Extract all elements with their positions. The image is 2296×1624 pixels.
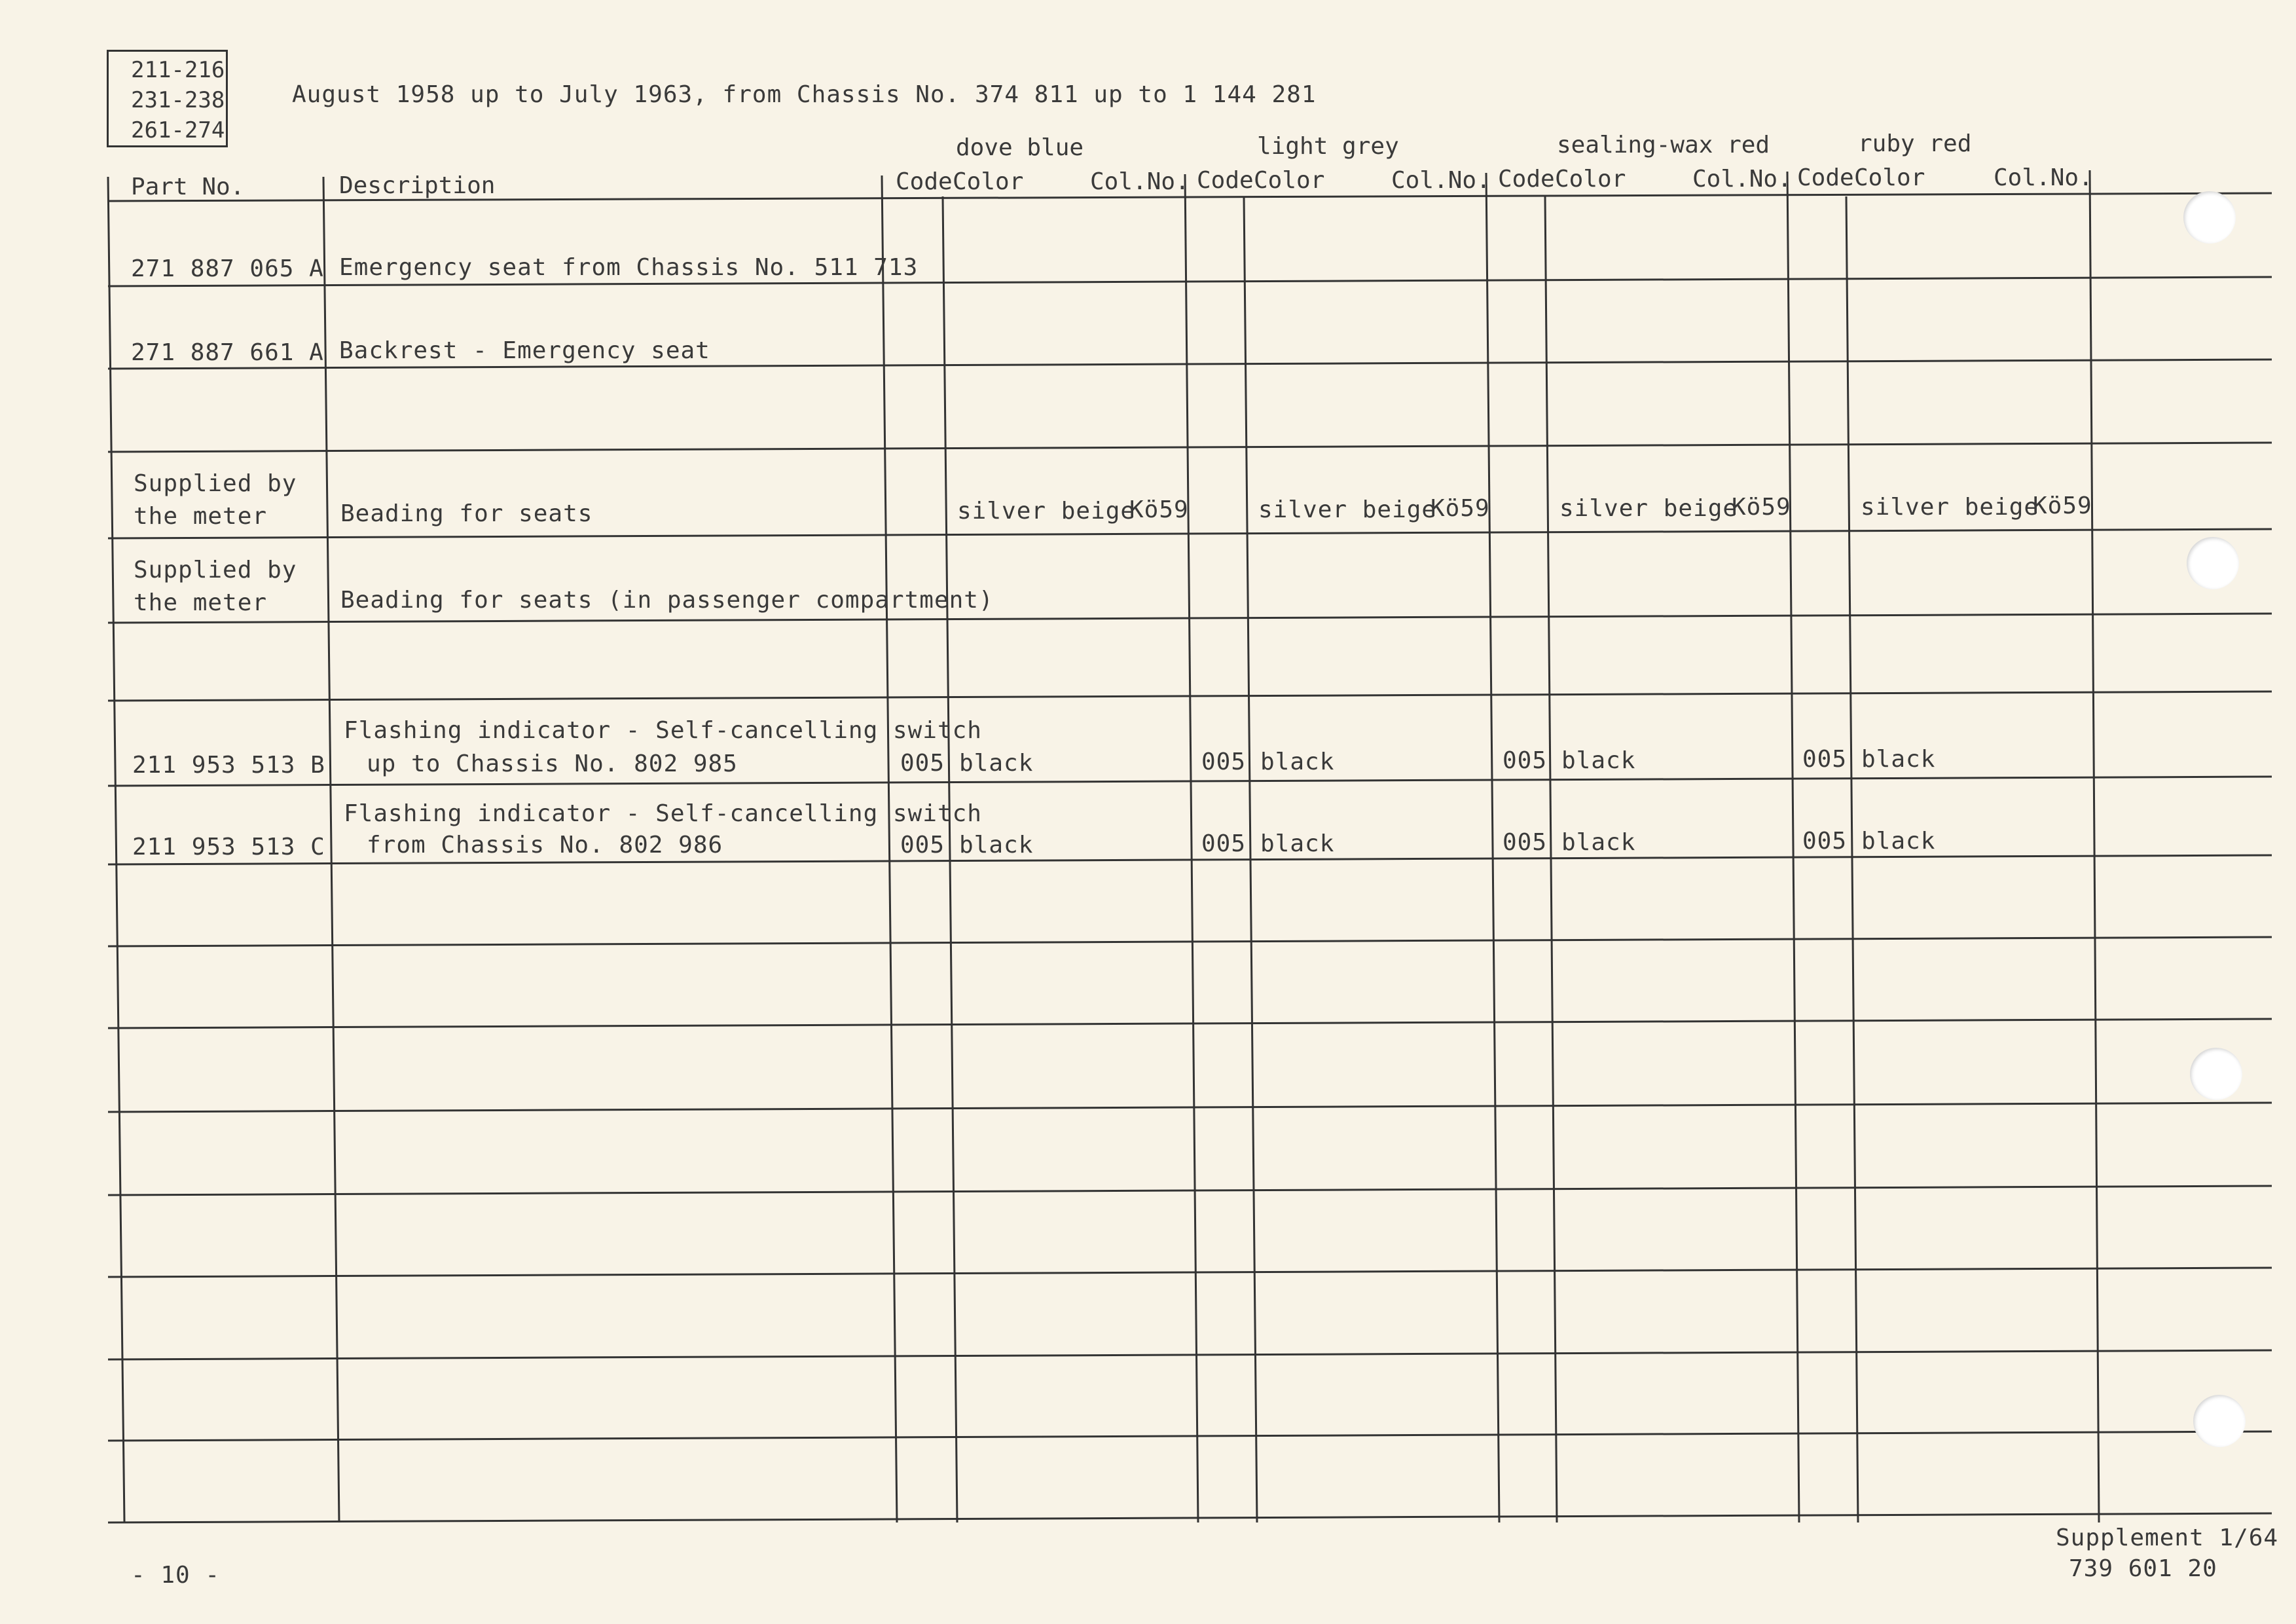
binder-hole bbox=[2187, 537, 2239, 589]
row5-color-1: black bbox=[959, 750, 1034, 777]
row2-part-no: 271 887 661 A bbox=[131, 339, 324, 366]
row6-color-4: black bbox=[1861, 828, 1936, 855]
row3-colno-2: Kö59 bbox=[1430, 495, 1490, 522]
row3-part-no-line1: Supplied by bbox=[134, 470, 297, 497]
row1-part-no: 271 887 065 A bbox=[131, 255, 324, 282]
binder-hole bbox=[2190, 1048, 2242, 1100]
row6-description-line2: from Chassis No. 802 986 bbox=[367, 832, 723, 858]
header-group-dove-blue: dove blue bbox=[956, 134, 1084, 161]
row6-color-2: black bbox=[1260, 830, 1335, 857]
header-code-2: Code bbox=[1197, 167, 1254, 194]
binder-hole bbox=[2193, 1395, 2246, 1447]
row5-code-2: 005 bbox=[1201, 748, 1247, 775]
row5-code-3: 005 bbox=[1503, 747, 1548, 774]
page-number: - 10 - bbox=[131, 1562, 221, 1589]
row6-color-3: black bbox=[1561, 829, 1636, 856]
row5-color-2: black bbox=[1260, 748, 1335, 775]
row3-description: Beading for seats bbox=[340, 500, 593, 527]
row2-description: Backrest - Emergency seat bbox=[339, 337, 710, 364]
row6-description-line1: Flashing indicator - Self-cancelling switch bbox=[344, 800, 982, 827]
row3-colno-4: Kö59 bbox=[2033, 492, 2092, 519]
header-color-2: Color bbox=[1254, 167, 1325, 194]
header-group-ruby-red: ruby red bbox=[1858, 130, 1972, 157]
model-range-2: 231-238 bbox=[131, 87, 225, 113]
row6-color-1: black bbox=[959, 832, 1034, 858]
row4-part-no-line1: Supplied by bbox=[134, 557, 297, 583]
supplement-label: Supplement 1/64 bbox=[2056, 1524, 2279, 1551]
row3-colno-1: Kö59 bbox=[1129, 496, 1189, 523]
row3-part-no-line2: the meter bbox=[134, 503, 268, 530]
header-description: Description bbox=[339, 172, 496, 199]
document-number: 739 601 20 bbox=[2069, 1555, 2217, 1582]
header-color-4: Color bbox=[1854, 164, 1925, 191]
row3-color-1: silver beige bbox=[957, 498, 1136, 525]
row6-code-4: 005 bbox=[1802, 828, 1848, 855]
row1-description: Emergency seat from Chassis No. 511 713 bbox=[339, 254, 919, 281]
row3-colno-3: Kö59 bbox=[1732, 494, 1791, 521]
header-colno-1: Col.No. bbox=[1090, 168, 1190, 195]
row6-code-2: 005 bbox=[1201, 830, 1247, 857]
header-color-1: Color bbox=[953, 168, 1024, 195]
header-part-no: Part No. bbox=[131, 174, 245, 200]
row5-code-1: 005 bbox=[900, 750, 945, 777]
header-colno-2: Col.No. bbox=[1391, 167, 1491, 194]
header-code-4: Code bbox=[1797, 164, 1854, 191]
header-code-1: Code bbox=[896, 168, 953, 195]
row5-description-line1: Flashing indicator - Self-cancelling switch bbox=[344, 717, 982, 744]
row6-part-no: 211 953 513 C bbox=[132, 834, 325, 860]
header-color-3: Color bbox=[1555, 166, 1626, 193]
row6-code-3: 005 bbox=[1503, 829, 1548, 856]
header-group-sealing-wax-red: sealing-wax red bbox=[1557, 132, 1770, 158]
header-colno-4: Col.No. bbox=[1994, 164, 2093, 191]
model-range-3: 261-274 bbox=[131, 117, 225, 143]
header-group-light-grey: light grey bbox=[1257, 133, 1399, 160]
row3-color-3: silver beige bbox=[1559, 495, 1738, 522]
binder-hole bbox=[2183, 191, 2236, 244]
row4-part-no-line2: the meter bbox=[134, 589, 268, 616]
row5-color-3: black bbox=[1561, 747, 1636, 774]
row5-code-4: 005 bbox=[1802, 746, 1848, 773]
row5-part-no: 211 953 513 B bbox=[132, 752, 325, 779]
row6-code-1: 005 bbox=[900, 832, 945, 858]
row4-description: Beading for seats (in passenger compartment) bbox=[340, 587, 994, 614]
header-colno-3: Col.No. bbox=[1692, 166, 1792, 193]
row3-color-2: silver beige bbox=[1258, 496, 1437, 523]
row5-color-4: black bbox=[1861, 746, 1936, 773]
row3-color-4: silver beige bbox=[1861, 494, 2039, 521]
header-code-3: Code bbox=[1498, 166, 1555, 193]
page-title: August 1958 up to July 1963, from Chassis No. 374 811 up to 1 144 281 bbox=[292, 81, 1317, 108]
row5-description-line2: up to Chassis No. 802 985 bbox=[367, 750, 738, 777]
model-range-1: 211-216 bbox=[131, 57, 225, 83]
